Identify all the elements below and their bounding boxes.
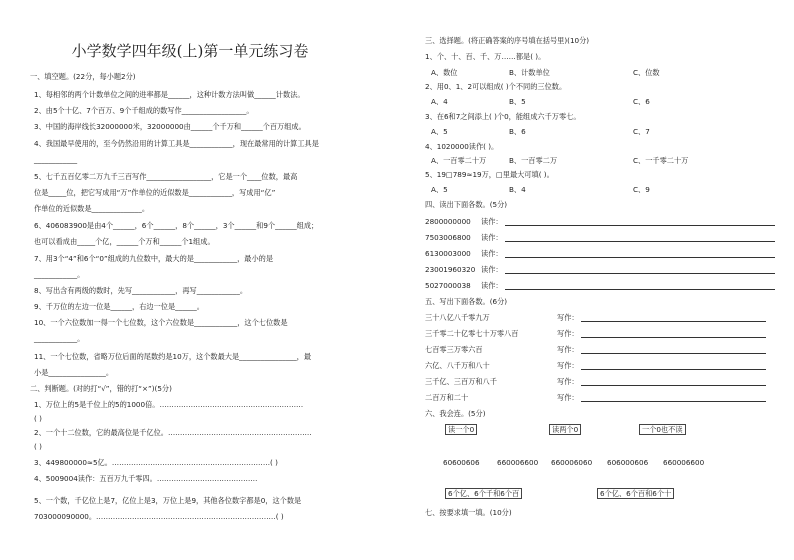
answer-line (505, 257, 775, 258)
s3-question: 3、在6和7之间添上( )个0，能组成六千万零七。 (425, 112, 581, 121)
s1-line: 3、中国的海岸线长32000000米，32000000由______个千万和______个百万组成。 (34, 122, 306, 131)
s4-label: 读作： (481, 233, 503, 242)
s3-question: 1、个、十、百、千、万……都是( )。 (425, 52, 546, 61)
s4-number: 23001960320 (425, 265, 476, 274)
match-number: 660006600 (497, 458, 539, 467)
s1-line: 小是________________。 (34, 368, 114, 377)
match-box-bottom: 6个亿、6个百和6个十 (597, 488, 674, 499)
s1-line: 4、我国最早使用的，至今仍然沿用的计算工具是____________，现在最常用的计算工具是 (34, 139, 319, 148)
s5-item: 六亿、八千万和八十 (425, 361, 490, 370)
section2-heading: 二、判断题。(对的打“√”，错的打“×”)(5分) (30, 384, 172, 393)
section6-heading: 六、我会连。(5分) (425, 409, 486, 418)
answer-line (581, 321, 766, 322)
s5-label: 写作： (557, 345, 579, 354)
s1-line: 1、每相邻的两个计数单位之间的进率都是______，这种计数方法叫做______计数法。 (34, 90, 305, 99)
s4-label: 读作： (481, 249, 503, 258)
s5-label: 写作： (557, 377, 579, 386)
s1-line: 位是_____位，把它写成用“万”作单位的近似数是____________，写成用“亿” (34, 188, 276, 197)
s3-option: B、4 (509, 185, 526, 194)
s4-number: 2800000000 (425, 217, 471, 226)
s5-item: 三千亿、三百万和八千 (425, 377, 497, 386)
s1-line: ____________。 (34, 334, 85, 343)
s4-label: 读作： (481, 281, 503, 290)
answer-line (505, 273, 775, 274)
match-number: 660006600 (663, 458, 705, 467)
answer-line (581, 401, 766, 402)
s3-option: C、7 (633, 127, 650, 136)
section5-heading: 五、写出下面各数。(6分) (425, 297, 508, 306)
s1-line: 9、千万位的左边一位是______，右边一位是______。 (34, 302, 204, 311)
match-box-top: 读两个0 (549, 424, 581, 435)
s3-option: C、6 (633, 97, 650, 106)
s1-line: 2、由5个十亿、7个百万、9个千组成的数写作__________________。 (34, 106, 254, 115)
s1-line: ____________ (34, 155, 78, 164)
s2-line: ( ) (34, 442, 42, 451)
section4-heading: 四、读出下面各数。(5分) (425, 200, 508, 209)
match-box-top: 读一个0 (445, 424, 477, 435)
match-number: 60600606 (443, 458, 480, 467)
match-number: 606000606 (607, 458, 649, 467)
s3-option: A、5 (431, 185, 448, 194)
answer-line (505, 241, 775, 242)
s5-item: 三十八亿八千零九万 (425, 313, 490, 322)
s5-label: 写作： (557, 393, 579, 402)
s1-line: 11、一个七位数，省略万位后面的尾数约是10万，这个数最大是________________，最 (34, 352, 312, 361)
s3-option: A、5 (431, 127, 448, 136)
s1-line: 6、406083900是由4个______，6个______，8个______，3个______和9个______组成； (34, 221, 319, 230)
answer-line (581, 369, 766, 370)
answer-line (505, 289, 775, 290)
s3-option: A、4 (431, 97, 448, 106)
s4-number: 6130003000 (425, 249, 471, 258)
s1-line: 5、七千五百亿零二万九千三百写作__________________，它是一个____位数，最高 (34, 172, 298, 181)
s5-label: 写作： (557, 313, 579, 322)
s2-line: 4、5009004读作：五百万九千零四。…………………………………… (34, 474, 258, 483)
s1-line: 10、一个六位数加一得一个七位数，这个六位数是____________，这个七位数是 (34, 318, 288, 327)
s3-option: B、6 (509, 127, 526, 136)
s2-line: 5、一个数，千亿位上是7，亿位上是3，万位上是9，其他各位数字都是0，这个数是 (34, 496, 302, 505)
section7-heading: 七、按要求填一填。(10分) (425, 508, 512, 517)
answer-line (505, 225, 775, 226)
s3-option: C、一千零二十万 (633, 156, 689, 165)
s5-item: 七百零三万零六百 (425, 345, 483, 354)
s2-line: 1、万位上的5是千位上的5的1000倍。…………………………………………………… (34, 400, 304, 409)
s3-option: B、计数单位 (509, 68, 550, 77)
s3-option: B、一百零二万 (509, 156, 558, 165)
s3-option: A、一百零二十万 (431, 156, 487, 165)
s3-option: C、9 (633, 185, 650, 194)
s2-line: 703000090000。…………………………………………………………………( ) (34, 512, 284, 521)
s4-number: 5027000038 (425, 281, 471, 290)
answer-line (581, 385, 766, 386)
s5-item: 二百万和二十 (425, 393, 469, 402)
s5-label: 写作： (557, 361, 579, 370)
s2-line: 2、一个十二位数，它的最高位是千亿位。…………………………………………………… (34, 428, 312, 437)
s3-option: C、位数 (633, 68, 660, 77)
answer-line (581, 353, 766, 354)
s1-line: 7、用3个“4”和6个“0”组成的九位数中，最大的是____________，最小的是 (34, 254, 274, 263)
s1-line: 作单位的近似数是______________。 (34, 204, 150, 213)
s3-question: 5、19□789≈19万，□里最大可填( )。 (425, 170, 554, 179)
s5-label: 写作： (557, 329, 579, 338)
s4-number: 7503006800 (425, 233, 471, 242)
match-number: 660006060 (551, 458, 593, 467)
s5-item: 三千零二十亿零七十万零八百 (425, 329, 519, 338)
s1-line: 也可以看成由_____个亿，______个万和______个1组成。 (34, 237, 215, 246)
s3-option: B、5 (509, 97, 526, 106)
page-title: 小学数学四年级(上)第一单元练习卷 (71, 42, 309, 60)
match-box-top: 一个0也不读 (639, 424, 686, 435)
s3-question: 2、用0、1、2可以组成( )个不同的三位数。 (425, 82, 567, 91)
s1-line: 8、写出含有两级的数时，先写____________，再写____________。 (34, 286, 248, 295)
s2-line: ( ) (34, 414, 42, 423)
s1-line: ____________。 (34, 270, 85, 279)
s2-line: 3、449800000≈5亿。…………………………………………………………( ) (34, 458, 278, 467)
section1-heading: 一、填空题。(22分，每小题2分) (30, 72, 136, 81)
s3-question: 4、1020000读作( )。 (425, 142, 499, 151)
match-box-bottom: 6个亿、6个千和6个百 (445, 488, 522, 499)
section3-heading: 三、选择题。(将正确答案的序号填在括号里)(10分) (425, 36, 590, 45)
s3-option: A、数位 (431, 68, 458, 77)
s4-label: 读作： (481, 217, 503, 226)
s4-label: 读作： (481, 265, 503, 274)
answer-line (581, 337, 766, 338)
